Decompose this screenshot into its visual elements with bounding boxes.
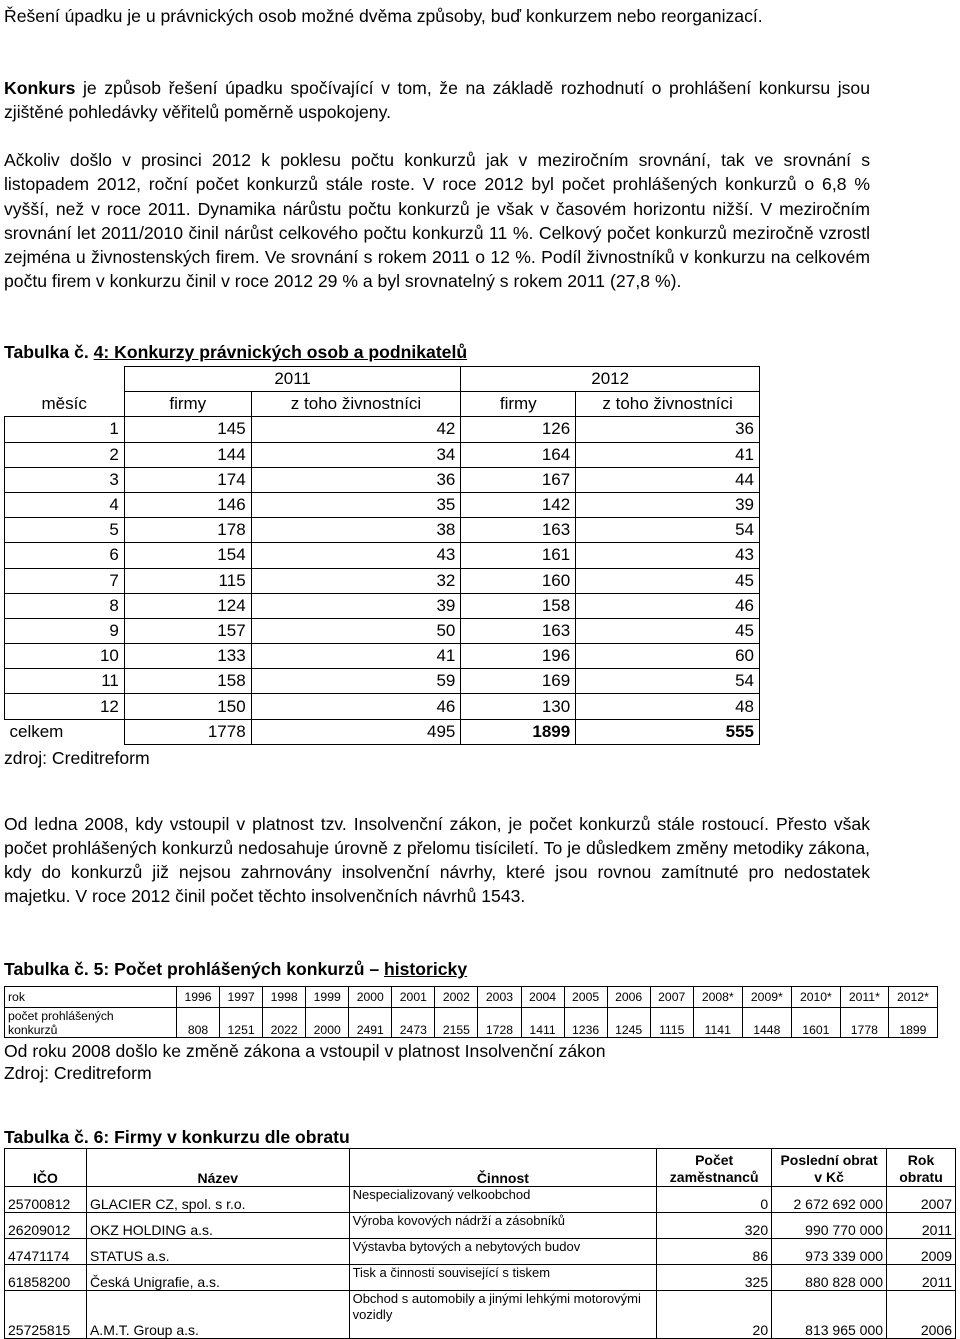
table5-year-cell: 2001 bbox=[392, 987, 435, 1008]
table4-value-cell: 133 bbox=[124, 644, 251, 669]
table4-value-cell: 169 bbox=[461, 669, 576, 694]
table4-bankruptcies bbox=[4, 366, 760, 745]
table4-total-trades-2012: 555 bbox=[576, 719, 760, 744]
table-row bbox=[5, 593, 760, 618]
table4-value-cell: 41 bbox=[576, 442, 760, 467]
table4-value-cell: 145 bbox=[124, 417, 251, 442]
table4-value-cell: 178 bbox=[124, 518, 251, 543]
table4-value-cell: 35 bbox=[251, 492, 461, 517]
table5-year-row bbox=[5, 987, 938, 1008]
table6-activity-cell: Výstavba bytových a nebytových budov bbox=[349, 1239, 657, 1265]
table4-value-cell: 174 bbox=[124, 467, 251, 492]
table5-count-cell: 2491 bbox=[349, 1008, 392, 1038]
table5-year-cell: 2002 bbox=[435, 987, 478, 1008]
table4-month-cell: 4 bbox=[5, 492, 125, 517]
table-row bbox=[5, 1239, 956, 1265]
table6-activity-cell: Výroba kovových nádrží a zásobníků bbox=[349, 1213, 657, 1239]
table4-value-cell: 42 bbox=[251, 417, 461, 442]
table6-body bbox=[5, 1187, 956, 1339]
table6-year-cell: 2006 bbox=[887, 1291, 956, 1339]
table4-header-trades-2012: z toho živnostníci bbox=[576, 392, 760, 417]
table6-employees-cell: 0 bbox=[657, 1187, 772, 1213]
table6-activity-cell: Tisk a činnosti související s tiskem bbox=[349, 1265, 657, 1291]
table6-firms-by-turnover bbox=[4, 1148, 956, 1339]
table6-employees-cell: 86 bbox=[657, 1239, 772, 1265]
table5-count-cell: 1251 bbox=[220, 1008, 263, 1038]
table5-title: Tabulka č. 5: Počet prohlášených konkurzů – historicky bbox=[4, 959, 468, 979]
table-row bbox=[5, 618, 760, 643]
table4-value-cell: 43 bbox=[251, 543, 461, 568]
paragraph-statistics: Ačkoliv došlo v prosinci 2012 k poklesu počtu konkurzů jak v meziročním srovnání, tak ve srovnání s listopadem 2012, roční počet konkurzů stále roste. V roce 2012 byl počet prohlášených konkurzů o 6,8 % vyšší, než v roce 2011. Dynamika nárůstu počtu konkurzů je však v časovém horizontu nižší. V meziročním srovnání let 2011/2010 činil nárůst celkového počtu konkurzů 11 %. Celkový počet konkurzů meziročně vzrostl zejména u živnostenských firem. Ve srovnání s rokem 2011 o 12 %. Podíl živnostníků v konkurzu na celkovém počtu firem v konkurzu činil v roce 2012 29 % a byl srovnatelný s rokem 2011 (27,8 %). bbox=[4, 150, 870, 292]
table4-month-cell: 7 bbox=[5, 568, 125, 593]
table4-year-row bbox=[5, 367, 760, 392]
table6-employees-cell: 20 bbox=[657, 1291, 772, 1339]
table-row bbox=[5, 492, 760, 517]
table4-value-cell: 39 bbox=[576, 492, 760, 517]
table6-header-employees: Počet zaměstnanců bbox=[657, 1149, 772, 1187]
table4-total-firms-2012: 1899 bbox=[461, 719, 576, 744]
table4-value-cell: 158 bbox=[124, 669, 251, 694]
table4-value-cell: 158 bbox=[461, 593, 576, 618]
table4-value-cell: 59 bbox=[251, 669, 461, 694]
table4-month-cell: 2 bbox=[5, 442, 125, 467]
konkurs-definition: je způsob řešení úpadku spočívající v tom, že na základě rozhodnutí o prohlášení konkursu jsou zjištěné pohledávky věřitelů poměrně uspokojeny. bbox=[4, 78, 870, 122]
table6-name-cell: Česká Unigrafie, a.s. bbox=[86, 1265, 349, 1291]
table5-year-cell: 2006 bbox=[607, 987, 650, 1008]
table5-year-cell: 2010* bbox=[791, 987, 840, 1008]
table4-value-cell: 163 bbox=[461, 618, 576, 643]
table5-count-cell: 1115 bbox=[650, 1008, 693, 1038]
table-row bbox=[5, 568, 760, 593]
table5-count-cell: 1245 bbox=[607, 1008, 650, 1038]
table5-row-label-year: rok bbox=[5, 987, 177, 1008]
table4-source: zdroj: Creditreform bbox=[4, 748, 150, 768]
table6-header-name: Název bbox=[86, 1149, 349, 1187]
table4-month-cell: 8 bbox=[5, 593, 125, 618]
table5-source: Zdroj: Creditreform bbox=[4, 1063, 152, 1083]
table6-ico-cell: 25700812 bbox=[5, 1187, 87, 1213]
table6-activity-cell: Nespecializovaný velkoobchod bbox=[349, 1187, 657, 1213]
table5-year-cell: 2004 bbox=[521, 987, 564, 1008]
table4-value-cell: 45 bbox=[576, 568, 760, 593]
table-row bbox=[5, 543, 760, 568]
table4-month-cell: 11 bbox=[5, 669, 125, 694]
table4-value-cell: 36 bbox=[576, 417, 760, 442]
table5-year-cell: 2012* bbox=[888, 987, 937, 1008]
table4-value-cell: 46 bbox=[576, 593, 760, 618]
table6-ico-cell: 25725815 bbox=[5, 1291, 87, 1339]
table4-month-cell: 12 bbox=[5, 694, 125, 719]
table5-year-cell: 2005 bbox=[564, 987, 607, 1008]
table-row bbox=[5, 518, 760, 543]
table5-historic bbox=[4, 986, 938, 1038]
table6-year-cell: 2011 bbox=[887, 1265, 956, 1291]
table4-value-cell: 48 bbox=[576, 694, 760, 719]
table4-month-cell: 6 bbox=[5, 543, 125, 568]
table-row bbox=[5, 1265, 956, 1291]
table-row bbox=[5, 1187, 956, 1213]
table5-count-cell: 2155 bbox=[435, 1008, 478, 1038]
table4-value-cell: 130 bbox=[461, 694, 576, 719]
paragraph-intro: Řešení úpadku je u právnických osob možné dvěma způsoby, buď konkurzem nebo reorganizací. bbox=[4, 6, 763, 26]
table6-ico-cell: 26209012 bbox=[5, 1213, 87, 1239]
paragraph-konkurs bbox=[4, 76, 870, 124]
table5-count-cell: 1236 bbox=[564, 1008, 607, 1038]
table6-year-cell: 2007 bbox=[887, 1187, 956, 1213]
table4-value-cell: 161 bbox=[461, 543, 576, 568]
table5-year-cell: 1996 bbox=[177, 987, 220, 1008]
table4-total-label: celkem bbox=[9, 721, 64, 741]
table4-year-2012: 2012 bbox=[461, 367, 760, 392]
table6-header-ico: IČO bbox=[5, 1149, 87, 1187]
table6-ico-cell: 47471174 bbox=[5, 1239, 87, 1265]
table4-month-cell: 5 bbox=[5, 518, 125, 543]
table4-value-cell: 144 bbox=[124, 442, 251, 467]
table5-count-cell: 1411 bbox=[521, 1008, 564, 1038]
table4-total-row bbox=[5, 719, 760, 744]
table4-value-cell: 124 bbox=[124, 593, 251, 618]
table6-title: Tabulka č. 6: Firmy v konkurzu dle obratu bbox=[4, 1127, 350, 1147]
table5-note: Od roku 2008 došlo ke změně zákona a vstoupil v platnost Insolvenční zákon bbox=[4, 1041, 606, 1061]
table4-month-cell: 1 bbox=[5, 417, 125, 442]
table4-value-cell: 36 bbox=[251, 467, 461, 492]
table4-value-cell: 45 bbox=[576, 618, 760, 643]
table6-activity-cell: Obchod s automobily a jinými lehkými motorovými vozidly bbox=[349, 1291, 657, 1339]
table-row bbox=[5, 1291, 956, 1339]
table4-value-cell: 54 bbox=[576, 669, 760, 694]
table4-month-cell: 10 bbox=[5, 644, 125, 669]
table4-year-2011: 2011 bbox=[124, 367, 461, 392]
table4-value-cell: 34 bbox=[251, 442, 461, 467]
table-row bbox=[5, 694, 760, 719]
table6-header-activity: Činnost bbox=[349, 1149, 657, 1187]
table4-value-cell: 167 bbox=[461, 467, 576, 492]
table6-header-turnover: Poslední obrat v Kč bbox=[772, 1149, 887, 1187]
table4-value-cell: 196 bbox=[461, 644, 576, 669]
table4-value-cell: 43 bbox=[576, 543, 760, 568]
table4-value-cell: 157 bbox=[124, 618, 251, 643]
table5-count-row bbox=[5, 1008, 938, 1038]
table5-year-cell: 2011* bbox=[840, 987, 888, 1008]
table5-year-cell: 1998 bbox=[263, 987, 306, 1008]
table4-value-cell: 60 bbox=[576, 644, 760, 669]
table4-value-cell: 44 bbox=[576, 467, 760, 492]
table4-header-firms-2011: firmy bbox=[124, 392, 251, 417]
table4-title: Tabulka č. 4: Konkurzy právnických osob a podnikatelů bbox=[4, 342, 468, 362]
table5-year-cell: 2008* bbox=[693, 987, 742, 1008]
paragraph-insolvency: Od ledna 2008, kdy vstoupil v platnost tzv. Insolvenční zákon, je počet konkurzů stále rostoucí. Přesto však počet prohlášených konkurzů nedosahuje úrovně z přelomu tisíciletí. To je důsledkem změny metodiky zákona, kdy do konkurzů již nejsou zahrnovány insolvenční návrhy, které jsou rovnou zamítnuté pro nedostatek majetku. V roce 2012 činil počet těchto insolvenčních návrhů 1543. bbox=[4, 814, 870, 906]
table4-value-cell: 39 bbox=[251, 593, 461, 618]
table6-turnover-cell: 880 828 000 bbox=[772, 1265, 887, 1291]
table6-year-cell: 2011 bbox=[887, 1213, 956, 1239]
table4-value-cell: 50 bbox=[251, 618, 461, 643]
table5-year-cell: 2003 bbox=[478, 987, 521, 1008]
table4-value-cell: 142 bbox=[461, 492, 576, 517]
table6-turnover-cell: 813 965 000 bbox=[772, 1291, 887, 1339]
table6-header-year: Rok obratu bbox=[887, 1149, 956, 1187]
table5-year-cell: 2007 bbox=[650, 987, 693, 1008]
table5-count-cell: 808 bbox=[177, 1008, 220, 1038]
table4-value-cell: 163 bbox=[461, 518, 576, 543]
table5-year-cell: 1997 bbox=[220, 987, 263, 1008]
table-row bbox=[5, 669, 760, 694]
table6-name-cell: STATUS a.s. bbox=[86, 1239, 349, 1265]
table5-year-cell: 2000 bbox=[349, 987, 392, 1008]
table6-turnover-cell: 990 770 000 bbox=[772, 1213, 887, 1239]
table4-header-firms-2012: firmy bbox=[461, 392, 576, 417]
table4-header-trades-2011: z toho živnostníci bbox=[251, 392, 461, 417]
table4-value-cell: 150 bbox=[124, 694, 251, 719]
table6-turnover-cell: 2 672 692 000 bbox=[772, 1187, 887, 1213]
table5-count-cell: 1448 bbox=[742, 1008, 791, 1038]
table4-month-cell: 9 bbox=[5, 618, 125, 643]
table5-count-cell: 1601 bbox=[791, 1008, 840, 1038]
table6-name-cell: GLACIER CZ, spol. s r.o. bbox=[86, 1187, 349, 1213]
table5-count-cell: 2473 bbox=[392, 1008, 435, 1038]
table4-month-cell: 3 bbox=[5, 467, 125, 492]
table4-total-trades-2011: 495 bbox=[251, 719, 461, 744]
table4-value-cell: 115 bbox=[124, 568, 251, 593]
table5-count-cell: 1728 bbox=[478, 1008, 521, 1038]
table-row bbox=[5, 644, 760, 669]
table4-value-cell: 126 bbox=[461, 417, 576, 442]
term-konkurs: Konkurs bbox=[4, 78, 76, 98]
table6-header-row bbox=[5, 1149, 956, 1187]
table4-value-cell: 54 bbox=[576, 518, 760, 543]
table-row bbox=[5, 417, 760, 442]
table6-employees-cell: 320 bbox=[657, 1213, 772, 1239]
table-row bbox=[5, 467, 760, 492]
table-row bbox=[5, 1213, 956, 1239]
table4-value-cell: 146 bbox=[124, 492, 251, 517]
table5-year-cell: 1999 bbox=[306, 987, 349, 1008]
table4-value-cell: 154 bbox=[124, 543, 251, 568]
table6-ico-cell: 61858200 bbox=[5, 1265, 87, 1291]
table4-value-cell: 41 bbox=[251, 644, 461, 669]
table4-value-cell: 160 bbox=[461, 568, 576, 593]
table4-value-cell: 46 bbox=[251, 694, 461, 719]
table6-turnover-cell: 973 339 000 bbox=[772, 1239, 887, 1265]
table4-value-cell: 164 bbox=[461, 442, 576, 467]
table6-year-cell: 2009 bbox=[887, 1239, 956, 1265]
table4-header-month: měsíc bbox=[41, 394, 87, 414]
table4-total-firms-2011: 1778 bbox=[124, 719, 251, 744]
table5-count-cell: 1141 bbox=[693, 1008, 742, 1038]
table4-value-cell: 32 bbox=[251, 568, 461, 593]
table5-count-cell: 1778 bbox=[840, 1008, 888, 1038]
table5-year-cell: 2009* bbox=[742, 987, 791, 1008]
table6-name-cell: OKZ HOLDING a.s. bbox=[86, 1213, 349, 1239]
table5-row-label-count: počet prohlášených konkurzů bbox=[5, 1008, 177, 1038]
table6-name-cell: A.M.T. Group a.s. bbox=[86, 1291, 349, 1339]
table4-value-cell: 38 bbox=[251, 518, 461, 543]
table4-body bbox=[5, 417, 760, 719]
table4-header-row bbox=[5, 392, 760, 417]
table5-count-cell: 2000 bbox=[306, 1008, 349, 1038]
table5-count-cell: 2022 bbox=[263, 1008, 306, 1038]
table-row bbox=[5, 442, 760, 467]
table5-count-cell: 1899 bbox=[888, 1008, 937, 1038]
table6-employees-cell: 325 bbox=[657, 1265, 772, 1291]
